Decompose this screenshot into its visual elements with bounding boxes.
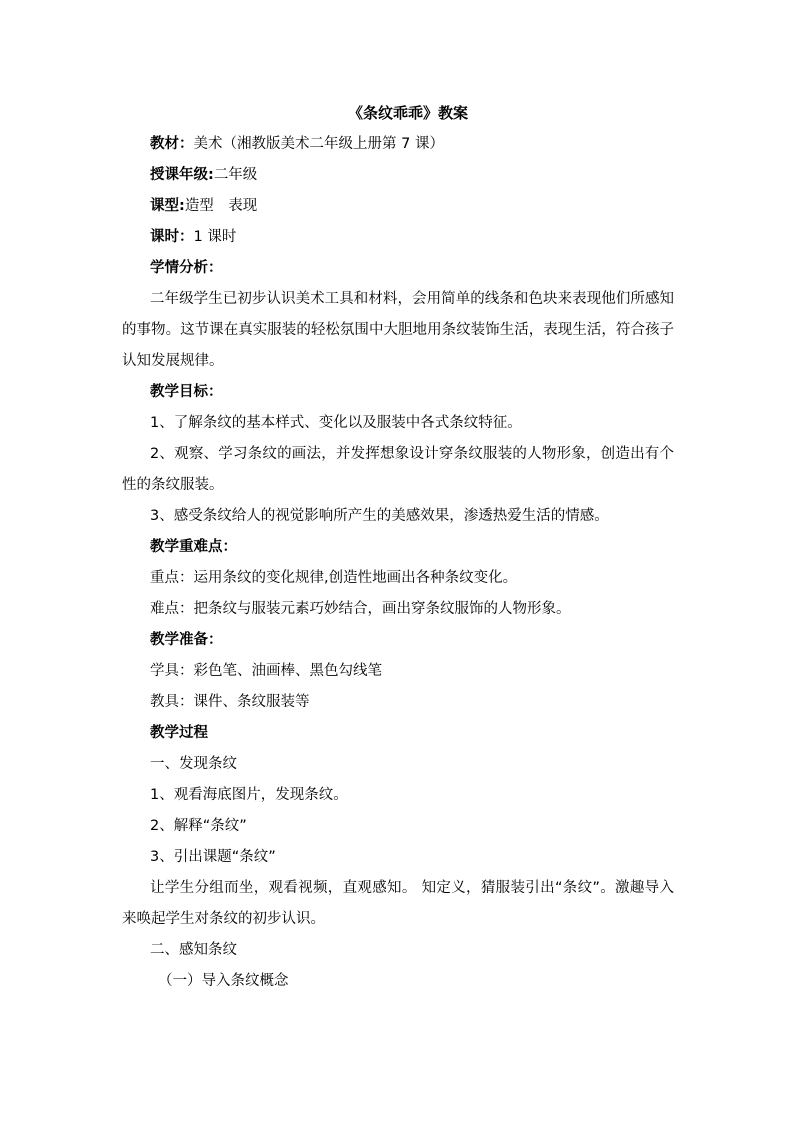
- field-grade: [122, 160, 674, 191]
- goal-item: 3、感受条纹给人的视觉影响所产生的美感效果，渗透热爱生活的情感。: [150, 508, 609, 524]
- field-label: 课型:: [150, 198, 185, 214]
- goal-item: 2、观察、学习条纹的画法，并发挥想象设计穿条纹服装的人物形象，创造出有个性的条纹服装。: [122, 446, 674, 493]
- field-value: 1 课时: [193, 229, 237, 245]
- process-part-title: 一、发现条纹: [150, 756, 237, 772]
- field-hours: [122, 222, 674, 253]
- section-heading-goals: 教学目标：: [150, 384, 223, 400]
- process-sub-heading: （一）导入条纹概念: [158, 973, 289, 989]
- section-heading-key-points: 教学重难点：: [150, 539, 237, 555]
- section-heading-analysis: 学情分析：: [150, 260, 223, 276]
- field-label: 课时：: [150, 229, 194, 245]
- process-step: 3、引出课题“条纹”: [150, 849, 276, 865]
- key-point-item: 难点：把条纹与服装元素巧妙结合，画出穿条纹服饰的人物形象。: [150, 601, 571, 617]
- document-title: 《条纹乖乖》教案: [347, 104, 468, 122]
- prep-item: 学具：彩色笔、油画棒、黑色勾线笔: [150, 663, 382, 679]
- field-lesson-type: [122, 191, 674, 222]
- field-value: 美术（湘教版美术二年级上册第 7 课）: [193, 136, 444, 152]
- field-value: 造型 表现: [184, 198, 258, 214]
- process-paragraph: 让学生分组而坐，观看视频，直观感知。 知定义，猜服装引出“条纹”。激趣导入来唤起学生对条纹的初步认识。: [122, 880, 674, 927]
- field-label: 授课年级:: [150, 167, 214, 183]
- field-textbook: [122, 129, 674, 160]
- prep-item: 教具：课件、条纹服装等: [150, 694, 310, 710]
- key-point-item: 重点：运用条纹的变化规律,创造性地画出各种条纹变化。: [150, 570, 518, 586]
- section-heading-process: 教学过程: [150, 725, 208, 741]
- field-label: 教材：: [150, 136, 194, 152]
- analysis-paragraph: 二年级学生已初步认识美术工具和材料，会用简单的线条和色块来表现他们所感知的事物。这节课在真实服装的轻松氛围中大胆地用条纹装饰生活，表现生活，符合孩子认知发展规律。: [122, 291, 674, 369]
- section-heading-prep: 教学准备：: [150, 632, 223, 648]
- process-step: 2、解释“条纹”: [150, 818, 247, 834]
- document-body: [122, 98, 674, 997]
- process-step: 1、观看海底图片，发现条纹。: [150, 787, 348, 803]
- process-part-title: 二、感知条纹: [150, 942, 237, 958]
- goal-item: 1、了解条纹的基本样式、变化以及服装中各式条纹特征。: [150, 415, 522, 431]
- field-value: 二年级: [213, 167, 258, 183]
